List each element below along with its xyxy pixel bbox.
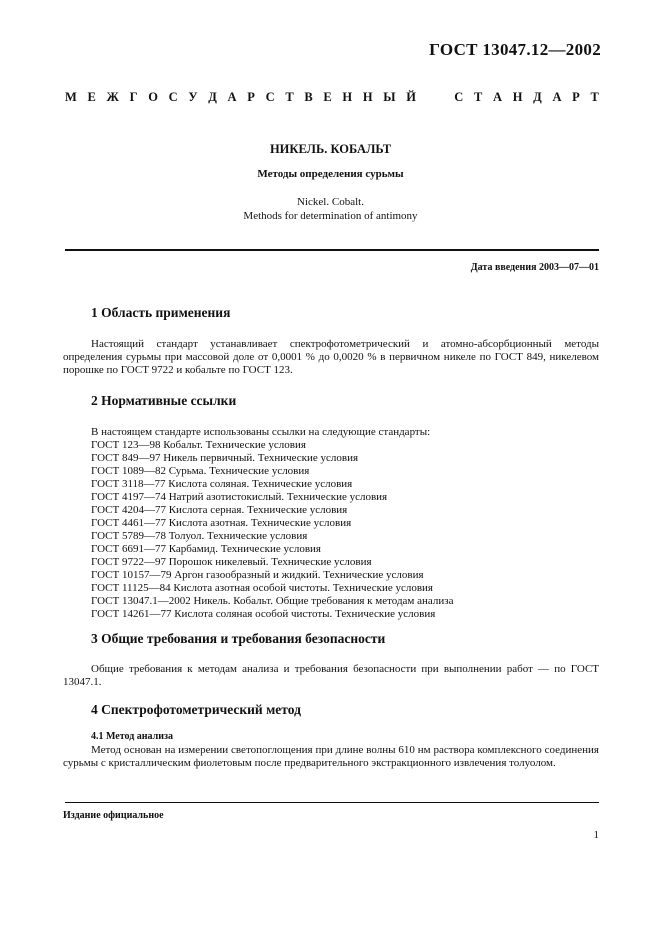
section-3-heading: 3 Общие требования и требования безопасности bbox=[91, 631, 386, 646]
reference-item: ГОСТ 6691—77 Карбамид. Технические условия bbox=[91, 543, 321, 555]
introduction-date: Дата введения 2003—07—01 bbox=[470, 262, 599, 273]
subsection-4-1-heading: 4.1 Метод анализа bbox=[91, 731, 174, 742]
interstate-letter: Т bbox=[590, 90, 599, 104]
interstate-letter: Ж bbox=[106, 90, 119, 104]
document-subtitle: Методы определения сурьмы bbox=[257, 168, 404, 180]
section-2-intro: В настоящем стандарте использованы ссылки на следующие стандарты: bbox=[91, 426, 431, 438]
section-1-heading: 1 Область применения bbox=[91, 305, 231, 320]
interstate-letter: Н bbox=[362, 90, 373, 104]
reference-item: ГОСТ 1089—82 Сурьма. Технические условия bbox=[91, 465, 310, 477]
interstate-letter: Р bbox=[247, 90, 255, 104]
interstate-letter bbox=[427, 90, 430, 105]
reference-item: ГОСТ 4204—77 Кислота серная. Технические условия bbox=[91, 504, 348, 516]
interstate-letter: М bbox=[65, 90, 77, 104]
interstate-letter: О bbox=[148, 90, 158, 104]
interstate-letter: Й bbox=[406, 90, 416, 104]
interstate-letter: Н bbox=[342, 90, 353, 104]
interstate-letter: С bbox=[454, 90, 464, 104]
interstate-letter: Т bbox=[285, 90, 294, 104]
interstate-standard-heading bbox=[65, 90, 599, 105]
subsection-4-1-text: Метод основан на измерении светопоглощения при длине волны 610 нм раствора комплексного соединения сурьмы с кристаллическим фиолетовым после предварительного экстракционного извлечения толуолом. bbox=[63, 744, 599, 769]
reference-item: ГОСТ 3118—77 Кислота соляная. Технические условия bbox=[91, 478, 353, 490]
interstate-letter: В bbox=[304, 90, 313, 104]
reference-item: ГОСТ 11125—84 Кислота азотная особой чистоты. Технические условия bbox=[91, 582, 433, 594]
gost-code: ГОСТ 13047.12—2002 bbox=[429, 40, 601, 59]
interstate-letter: С bbox=[265, 90, 275, 104]
interstate-letter: Е bbox=[87, 90, 96, 104]
section-3-text: Общие требования к методам анализа и требования безопасности при выполнении работ — по ГОСТ 13047.1. bbox=[63, 663, 599, 688]
interstate-letter: Е bbox=[323, 90, 332, 104]
section-1-text: Настоящий стандарт устанавливает спектрофотометрический и атомно-абсорбционный методы определения сурьмы при массовой доле от 0,0001 % до 0,0020 % в первичном никеле по ГОСТ 849, никелевом порошке по ГОСТ 9722 и кобальте по ГОСТ 123. bbox=[63, 338, 599, 376]
interstate-letter: Т bbox=[473, 90, 483, 104]
interstate-letter: У bbox=[188, 90, 198, 104]
interstate-letter: Д bbox=[208, 90, 217, 104]
english-title-line-2: Methods for determination of antimony bbox=[243, 210, 418, 222]
section-2-heading: 2 Нормативные ссылки bbox=[91, 393, 237, 408]
interstate-letter: А bbox=[552, 90, 562, 104]
interstate-letter: Ы bbox=[383, 90, 396, 104]
interstate-letter: Н bbox=[512, 90, 523, 104]
reference-item: ГОСТ 14261—77 Кислота соляная особой чистоты. Технические условия bbox=[91, 608, 436, 620]
english-title bbox=[0, 195, 661, 223]
interstate-letter: А bbox=[227, 90, 237, 104]
reference-item: ГОСТ 849—97 Никель первичный. Технические условия bbox=[91, 452, 359, 464]
page-number: 1 bbox=[593, 829, 599, 841]
reference-item: ГОСТ 4461—77 Кислота азотная. Технические условия bbox=[91, 517, 352, 529]
normative-references-list bbox=[91, 439, 453, 621]
reference-item: ГОСТ 4197—74 Натрий азотистокислый. Технические условия bbox=[91, 491, 388, 503]
reference-item: ГОСТ 9722—97 Порошок никелевый. Технические условия bbox=[91, 556, 372, 568]
section-4-heading: 4 Спектрофотометрический метод bbox=[91, 702, 301, 717]
interstate-letter: А bbox=[493, 90, 503, 104]
footer-divider bbox=[65, 802, 599, 803]
reference-item: ГОСТ 5789—78 Толуол. Технические условия bbox=[91, 530, 308, 542]
interstate-letter: Д bbox=[533, 90, 542, 104]
interstate-letter: Р bbox=[572, 90, 580, 104]
interstate-letter: С bbox=[168, 90, 178, 104]
official-edition-label: Издание официальное bbox=[63, 810, 164, 821]
reference-item: ГОСТ 13047.1—2002 Никель. Кобальт. Общие требования к методам анализа bbox=[91, 595, 454, 607]
reference-item: ГОСТ 10157—79 Аргон газообразный и жидкий. Технические условия bbox=[91, 569, 424, 581]
interstate-letter bbox=[440, 90, 443, 105]
document-title: НИКЕЛЬ. КОБАЛЬТ bbox=[269, 142, 392, 156]
reference-item: ГОСТ 123—98 Кобальт. Технические условия bbox=[91, 439, 306, 451]
title-divider bbox=[65, 249, 599, 251]
english-title-line-1: Nickel. Cobalt. bbox=[297, 196, 364, 208]
interstate-letter: Г bbox=[129, 90, 138, 104]
